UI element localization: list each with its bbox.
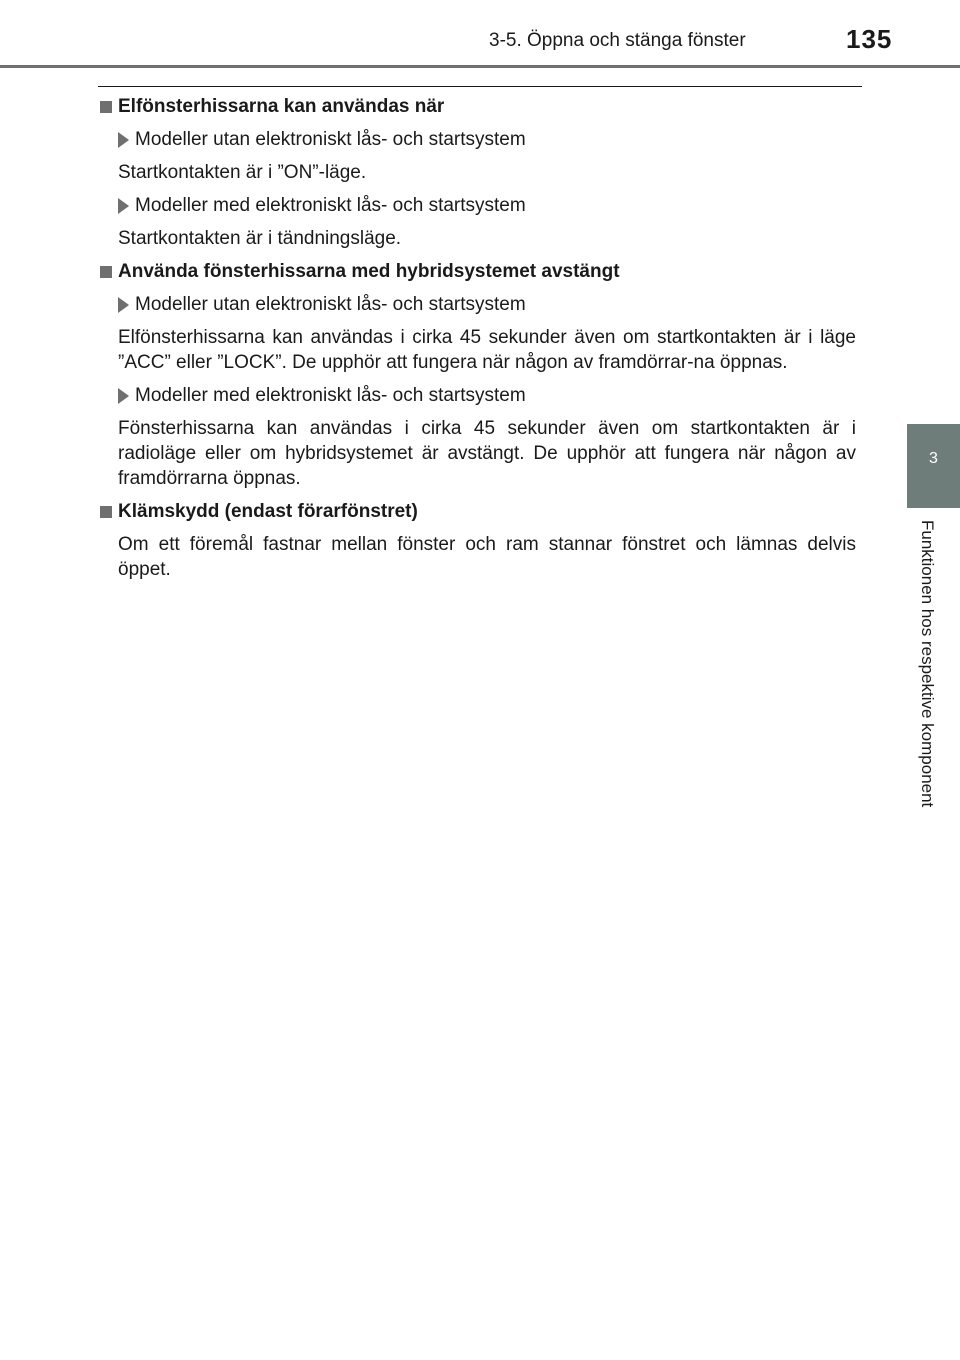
square-bullet-icon bbox=[100, 266, 112, 278]
heading-text: Elfönsterhissarna kan användas när bbox=[118, 96, 445, 117]
chapter-label: Funktionen hos respektive komponent bbox=[918, 520, 937, 808]
section-power-windows-usable bbox=[98, 94, 856, 251]
chapter-tab bbox=[907, 424, 960, 508]
section-heading bbox=[98, 94, 856, 119]
section-jam-protection bbox=[98, 499, 856, 582]
sub-heading-text: Modeller utan elektroniskt lås- och startsystem bbox=[135, 129, 526, 150]
sub-heading bbox=[98, 193, 856, 218]
triangle-bullet-icon bbox=[118, 132, 129, 148]
sub-heading bbox=[98, 292, 856, 317]
section-heading bbox=[98, 259, 856, 284]
heading-text: Klämskydd (endast förarfönstret) bbox=[118, 501, 418, 522]
paragraph: Om ett föremål fastnar mellan fönster och ram stannar fönstret och lämnas delvis öppet. bbox=[118, 534, 856, 580]
triangle-bullet-icon bbox=[118, 297, 129, 313]
section-title: 3-5. Öppna och stänga fönster bbox=[489, 30, 746, 51]
triangle-bullet-icon bbox=[118, 198, 129, 214]
triangle-bullet-icon bbox=[118, 388, 129, 404]
sub-heading-text: Modeller med elektroniskt lås- och startsystem bbox=[135, 385, 526, 406]
heading-text: Använda fönsterhissarna med hybridsystemet avstängt bbox=[118, 261, 620, 282]
content-top-rule bbox=[98, 86, 862, 87]
sub-heading-text: Modeller med elektroniskt lås- och startsystem bbox=[135, 195, 526, 216]
page-header bbox=[0, 0, 960, 70]
section-hybrid-system-off bbox=[98, 259, 856, 491]
sub-heading bbox=[98, 127, 856, 152]
paragraph: Startkontakten är i tändningsläge. bbox=[118, 228, 402, 249]
header-rule bbox=[0, 65, 960, 68]
paragraph: Elfönsterhissarna kan användas i cirka 45 sekunder även om startkontakten är i läge ”ACC” eller ”LOCK”. De upphör att fungera när någon av framdörrar-na öppnas. bbox=[118, 327, 856, 373]
paragraph: Startkontakten är i ”ON”-läge. bbox=[118, 162, 367, 183]
paragraph: Fönsterhissarna kan användas i cirka 45 sekunder även om startkontakten är i radioläge eller om hybridsystemet är avstängt. De upphör att fungera när någon av framdörrarna öppnas. bbox=[118, 418, 856, 489]
sub-heading bbox=[98, 383, 856, 408]
square-bullet-icon bbox=[100, 101, 112, 113]
page-content bbox=[98, 94, 856, 590]
section-heading bbox=[98, 499, 856, 524]
square-bullet-icon bbox=[100, 506, 112, 518]
sub-heading-text: Modeller utan elektroniskt lås- och startsystem bbox=[135, 294, 526, 315]
page-number: 135 bbox=[846, 24, 893, 54]
chapter-number: 3 bbox=[929, 450, 938, 467]
